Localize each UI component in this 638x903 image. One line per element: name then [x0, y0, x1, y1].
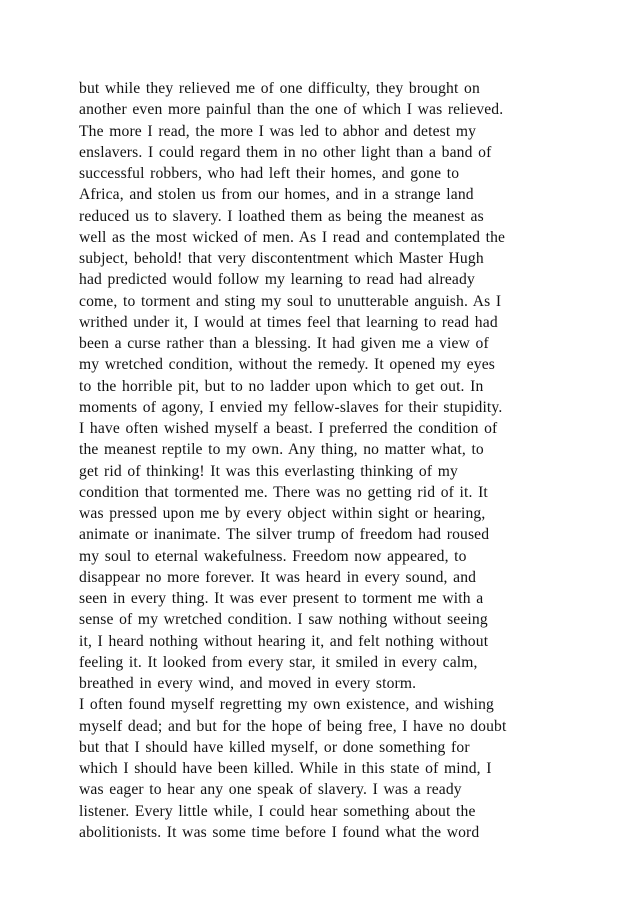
text-line: was eager to hear any one speak of slavery. I was a ready	[79, 781, 462, 799]
text-line: been a curse rather than a blessing. It had given me a view of	[79, 335, 489, 352]
text-line: but while they relieved me of one difficulty, they brought on	[79, 80, 480, 97]
text-line: disappear no more forever. It was heard in every sound, and	[79, 568, 477, 586]
text-line: it, I heard nothing without hearing it, and felt nothing without	[79, 632, 489, 650]
text-line: which I should have been killed. While in this state of mind, I	[79, 760, 492, 777]
text-line: get rid of thinking! It was this everlasting thinking of my	[79, 462, 458, 480]
body-text	[79, 78, 579, 843]
text-line: the meanest reptile to my own. Any thing, no matter what, to	[79, 441, 484, 459]
text-line: animate or inanimate. The silver trump of freedom had roused	[79, 526, 490, 544]
text-line: reduced us to slavery. I loathed them as being the meanest as	[79, 207, 484, 225]
text-line: seen in every thing. It was ever present to torment me with a	[79, 590, 484, 607]
text-line: Africa, and stolen us from our homes, and in a strange land	[79, 186, 474, 204]
text-line: moments of agony, I envied my fellow-slaves for their stupidity.	[79, 398, 503, 416]
text-line: come, to torment and sting my soul to unutterable anguish. As I	[79, 292, 502, 310]
text-line: condition that tormented me. There was no getting rid of it. It	[79, 483, 488, 501]
text-line: well as the most wicked of men. As I read and contemplated the	[79, 228, 506, 246]
text-line: was pressed upon me by every object within sight or hearing,	[79, 505, 486, 522]
text-line: sense of my wretched condition. I saw nothing without seeing	[79, 611, 488, 629]
text-line: abolitionists. It was some time before I found what the word	[79, 823, 480, 841]
text-line: I often found myself regretting my own existence, and wishing	[79, 696, 494, 714]
text-line: I have often wished myself a beast. I preferred the condition of	[79, 420, 498, 437]
text-line: had predicted would follow my learning to read had already	[79, 271, 475, 289]
text-line: myself dead; and but for the hope of being free, I have no doubt	[79, 717, 507, 735]
text-line: subject, behold! that very discontentment which Master Hugh	[79, 250, 484, 267]
text-line: another even more painful than the one of which I was relieved.	[79, 101, 504, 119]
text-line: The more I read, the more I was led to abhor and detest my	[79, 122, 477, 140]
text-line: writhed under it, I would at times feel that learning to read had	[79, 313, 498, 331]
text-line: breathed in every wind, and moved in every storm.	[79, 675, 417, 692]
text-line: listener. Every little while, I could hear something about the	[79, 802, 476, 820]
text-line: to the horrible pit, but to no ladder upon which to get out. In	[79, 377, 484, 395]
text-line: my wretched condition, without the remedy. It opened my eyes	[79, 356, 495, 374]
text-line: feeling it. It looked from every star, it smiled in every calm,	[79, 653, 478, 671]
text-line: my soul to eternal wakefulness. Freedom now appeared, to	[79, 547, 467, 565]
text-line: enslavers. I could regard them in no other light than a band of	[79, 143, 492, 161]
text-line: successful robbers, who had left their homes, and gone to	[79, 165, 460, 182]
text-line: but that I should have killed myself, or done something for	[79, 738, 470, 756]
